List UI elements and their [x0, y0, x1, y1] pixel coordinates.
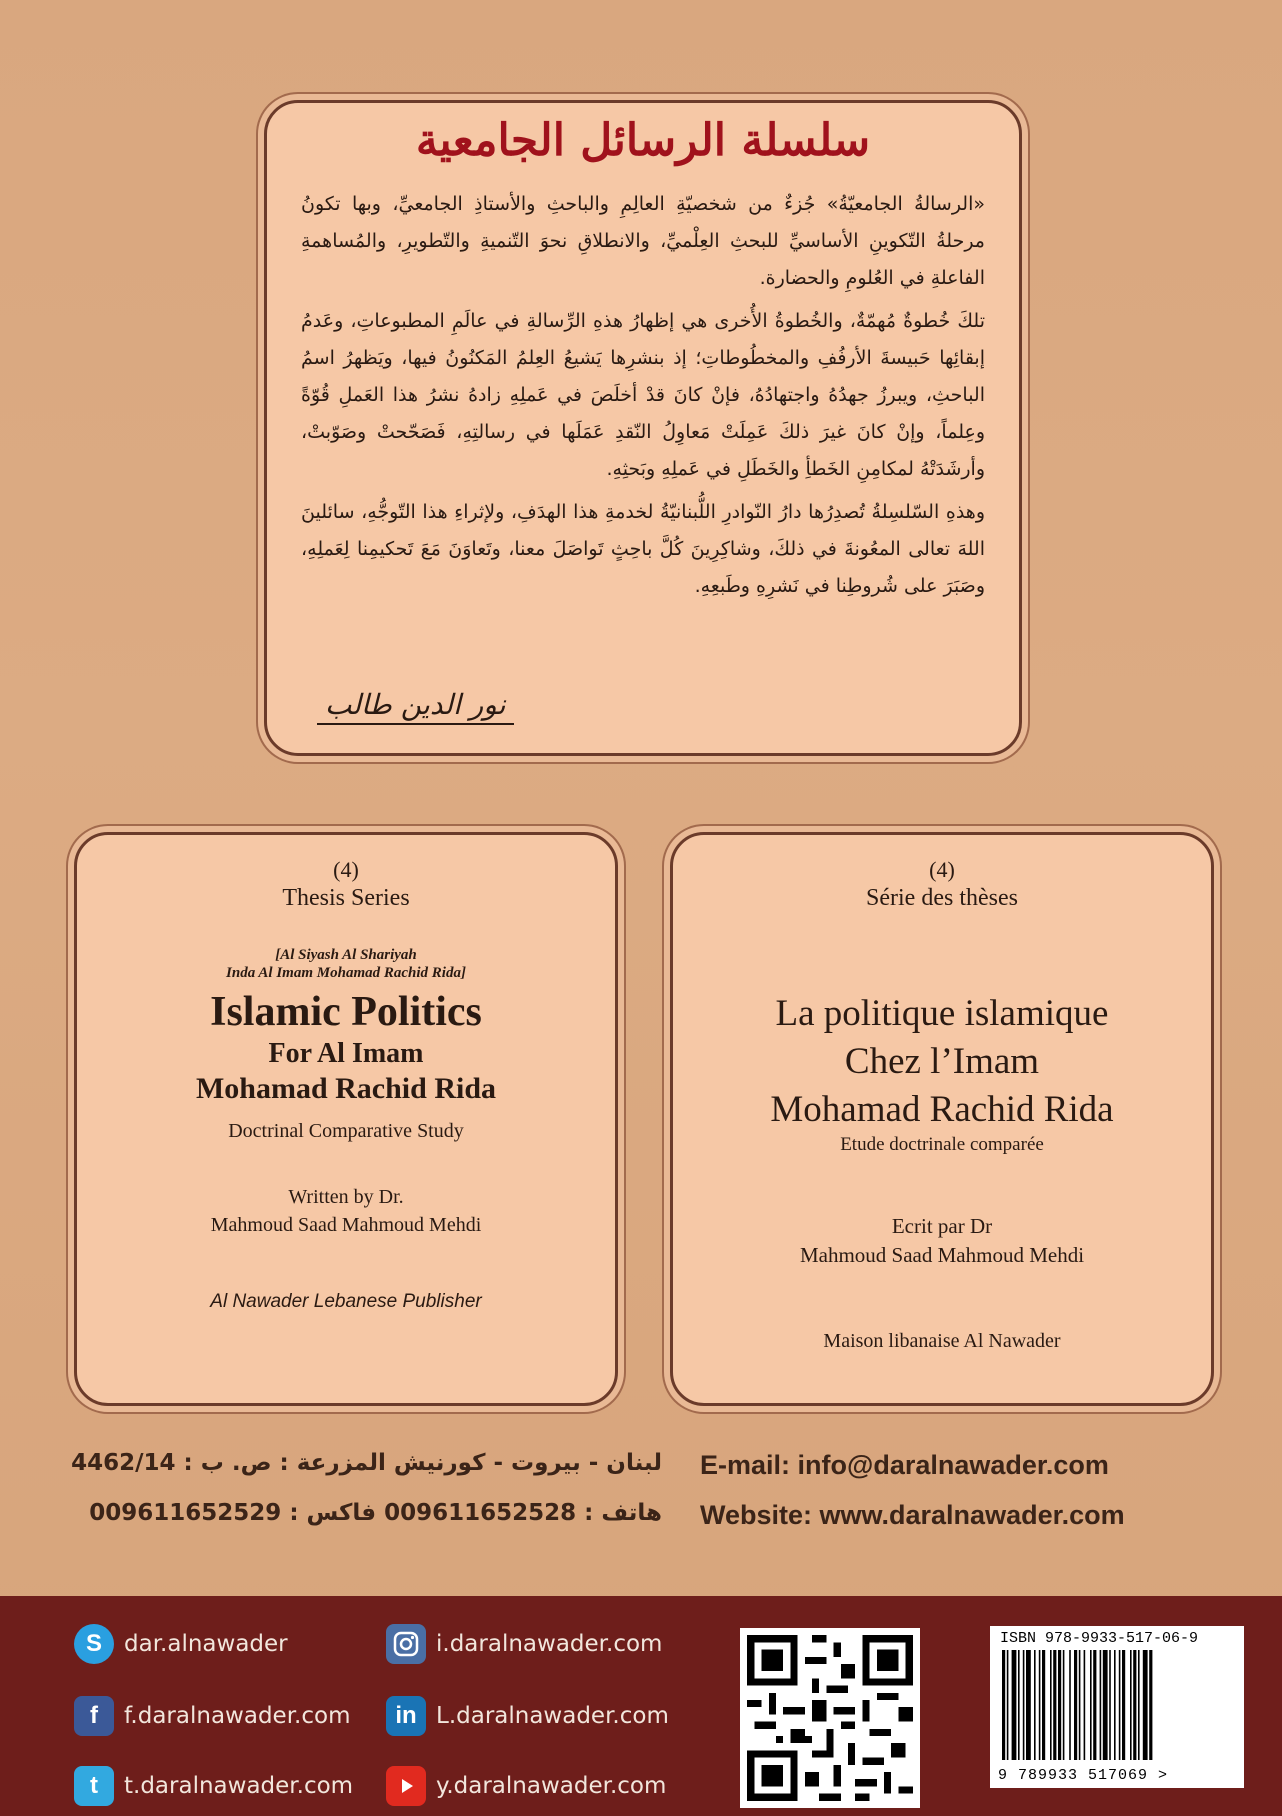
barcode-bar	[1143, 1650, 1148, 1760]
barcode-bar	[1149, 1650, 1152, 1760]
website-contact[interactable]: Website: www.daralnawader.com	[700, 1500, 1125, 1530]
barcode-bar	[1012, 1650, 1017, 1760]
series-title: سلسلة الرسائل الجامعية	[415, 115, 871, 166]
book-subtitle: Etude doctrinale comparée	[840, 1134, 1044, 1155]
series-name: Série des thèses	[866, 885, 1018, 911]
barcode-bar	[1074, 1650, 1077, 1760]
author-block	[673, 1212, 1211, 1270]
twitter-icon: t	[74, 1766, 114, 1806]
book-title-line: Mohamad Rachid Rida	[770, 1089, 1114, 1130]
barcode-bar	[1026, 1650, 1031, 1760]
book-subtitle: Doctrinal Comparative Study	[228, 1120, 464, 1142]
barcode-bars	[1000, 1650, 1234, 1760]
intro-paragraph: وهذهِ السّلسِلةُ تُصدِرُها دارُ النّوادرِ اللُّبنانيّةُ لخدمةِ هذا الهدَفِ، ولإثراءِ هذا التّوجُّهِ، سائلينَ اللهَ تعالى المعُونةَ في ذلكَ، وشاكِرِينَ كُلَّ باحِثٍ تَواصَلَ معنا، وتَعاوَنَ مَعَ تَحكيمِنا لِعَملِهِ، وصَبَرَ على شُروطِنا في نَشرِهِ وطَبعِهِ.	[301, 501, 985, 597]
barcode-bar	[1063, 1650, 1065, 1760]
publisher: Maison libanaise Al Nawader	[823, 1330, 1061, 1352]
written-by: Ecrit par Dr	[891, 1214, 993, 1238]
youtube-icon	[386, 1766, 426, 1806]
barcode-bar	[1133, 1650, 1136, 1760]
twitter-link[interactable]	[74, 1766, 353, 1806]
barcode-digits: 9 789933 517069 >	[998, 1767, 1169, 1784]
barcode-bar	[1018, 1650, 1020, 1760]
barcode-bar	[1130, 1650, 1132, 1760]
barcode-bar	[1114, 1650, 1116, 1760]
series-number: (4)	[333, 857, 359, 882]
barcode-bar	[1103, 1650, 1108, 1760]
isbn-label: ISBN 978-9933-517-06-9	[1000, 1630, 1199, 1647]
publisher: Al Nawader Lebanese Publisher	[210, 1291, 482, 1312]
skype-handle: dar.alnawader	[124, 1631, 288, 1657]
series-name: Thesis Series	[282, 885, 410, 911]
author-name: Mahmoud Saad Mahmoud Mehdi	[210, 1214, 482, 1236]
barcode-bar	[1100, 1650, 1102, 1760]
series-intro-panel	[264, 100, 1022, 756]
signature: نور الدين طالب	[317, 688, 514, 725]
translit-line: [Al Siyash Al Shariyah	[275, 947, 417, 963]
series-number: (4)	[929, 857, 955, 882]
barcode-bar	[1042, 1650, 1045, 1760]
book-title-line: La politique islamique	[775, 993, 1109, 1034]
intro-paragraph: تلكَ خُطوةٌ مُهمّةٌ، والخُطوةُ الأُخرى هي إظهارُ هذهِ الرِّسالةِ في عالَمِ المطبوعاتِ، وعَدمُ إبقائِها حَبيسةَ الأرفُفِ والمخطُوطاتِ؛ إذ بنشرِها يَشيعُ العِلمُ المَكنُونُ فيها، ويَظهرُ اسمُ الباحثِ، ويبرزُ جهدُهُ واجتهادُهُ، فإنْ كانَ قدْ أخلَصَ في عَملِهِ زادهُ نشرُ هذا العَملِ قُوّةً وعِلماً، وإنْ كانَ غيرَ ذلكَ عَمِلَتْ مَعاوِلُ النّقدِ عَمَلَها في رسالتِهِ، فَصَحّحتْ وصَوّبتْ، وأرشَدَتْهُ لمكامِنِ الخَطأِ والخَطَلِ في عَملِهِ وبَحثِهِ.	[301, 310, 985, 480]
isbn-barcode	[990, 1626, 1244, 1788]
barcode-bar	[1093, 1650, 1096, 1760]
author-block	[77, 1183, 615, 1239]
translit-line: Inda Al Imam Mohamad Rachid Rida]	[226, 965, 466, 981]
barcode-bar	[1050, 1650, 1052, 1760]
book-title-line: Mohamad Rachid Rida	[195, 1072, 497, 1105]
linkedin-link[interactable]	[386, 1696, 669, 1736]
barcode-bar	[1119, 1650, 1121, 1760]
barcode-bar	[1058, 1650, 1061, 1760]
qr-code[interactable]	[740, 1628, 920, 1808]
barcode-bar	[1079, 1650, 1081, 1760]
barcode-bar	[1023, 1650, 1025, 1760]
barcode-bar	[1002, 1650, 1005, 1760]
barcode-bar	[1039, 1650, 1041, 1760]
barcode-bar	[1034, 1650, 1036, 1760]
barcode-bar	[1138, 1650, 1140, 1760]
youtube-link[interactable]	[386, 1766, 666, 1806]
barcode-bar	[1090, 1650, 1092, 1760]
transliterated-title	[77, 946, 615, 982]
instagram-link[interactable]	[386, 1624, 662, 1664]
book-title-line: Islamic Politics	[210, 989, 482, 1035]
barcode-bar	[1109, 1650, 1111, 1760]
skype-link[interactable]	[74, 1624, 288, 1664]
email-contact[interactable]: E-mail: info@daralnawader.com	[700, 1450, 1109, 1480]
instagram-icon	[386, 1624, 426, 1664]
author-name: Mahmoud Saad Mahmoud Mehdi	[799, 1243, 1085, 1267]
facebook-link[interactable]	[74, 1696, 350, 1736]
linkedin-icon: in	[386, 1696, 426, 1736]
barcode-bar	[1084, 1650, 1086, 1760]
postal-address: لبنان - بيروت - كورنيش المزرعة : ص. ب : 4462/14	[71, 1450, 662, 1476]
qr-pattern	[740, 1628, 920, 1808]
skype-icon: S	[74, 1624, 114, 1664]
phone-fax: هاتف : 009611652528 فاكس : 009611652529	[89, 1500, 662, 1526]
book-title-line: For Al Imam	[268, 1038, 424, 1069]
english-title-panel	[74, 832, 618, 1406]
instagram-handle: i.daralnawader.com	[436, 1631, 663, 1657]
barcode-bar	[1053, 1650, 1056, 1760]
twitter-handle: t.daralnawader.com	[124, 1773, 354, 1799]
barcode-bar	[1007, 1650, 1009, 1760]
facebook-icon: f	[74, 1696, 114, 1736]
french-title-panel	[670, 832, 1214, 1406]
youtube-handle: y.daralnawader.com	[436, 1773, 667, 1799]
written-by: Written by Dr.	[288, 1186, 404, 1208]
linkedin-handle: L.daralnawader.com	[436, 1703, 669, 1729]
barcode-bar	[1069, 1650, 1071, 1760]
intro-paragraph: «الرسالةُ الجامعيّةُ» جُزءٌ من شخصيّةِ العالِمِ والباحثِ والأستاذِ الجامعيِّ، وبها تكونُ مرحلةُ التّكوينِ الأساسيِّ للبحثِ العِلْميِّ، والانطلاقِ نحوَ التّنميةِ والتّطويرِ، والمُساهمةِ الفاعلةِ في العُلومِ والحضارة.	[301, 193, 985, 289]
book-title-line: Chez l’Imam	[844, 1041, 1040, 1082]
intro-text	[267, 166, 1019, 605]
barcode-bar	[1122, 1650, 1125, 1760]
facebook-handle: f.daralnawader.com	[124, 1703, 351, 1729]
